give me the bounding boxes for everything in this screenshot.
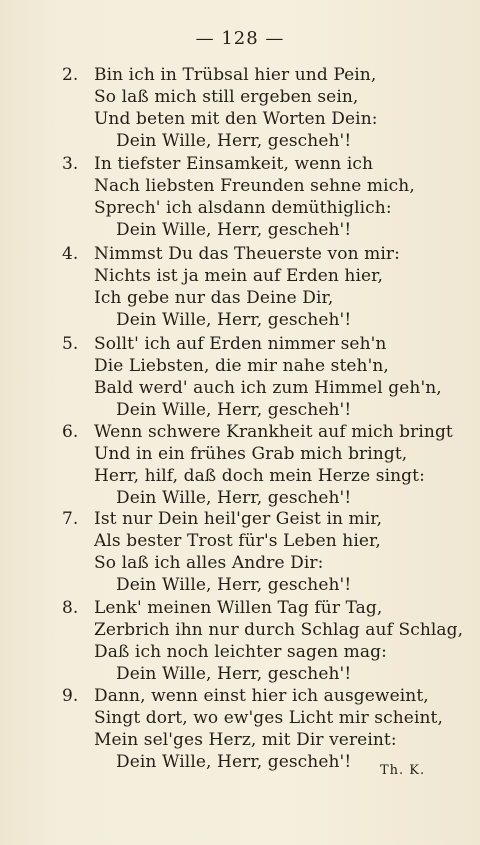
verse-line: In tiefster Einsamkeit, wenn ich (94, 154, 374, 174)
verse-line: Und beten mit den Worten Dein: (94, 109, 378, 129)
verse-7 (62, 508, 437, 596)
verse-line: Und in ein frühes Grab mich bringt, (94, 444, 408, 464)
verse-line: Nach liebsten Freunden sehne mich, (94, 176, 415, 196)
verse-refrain: Dein Wille, Herr, gescheh'! (116, 400, 352, 420)
verse-refrain: Dein Wille, Herr, gescheh'! (116, 575, 352, 595)
verse-3 (62, 153, 437, 241)
verse-number: 3. (62, 154, 79, 174)
verse-refrain: Dein Wille, Herr, gescheh'! (116, 220, 352, 240)
verse-line: Wenn schwere Krankheit auf mich bringt (94, 422, 453, 442)
verse-line: Nichts ist ja mein auf Erden hier, (94, 266, 384, 286)
verse-8 (62, 597, 464, 685)
verse-line: Bald werd' auch ich zum Himmel geh'n, (94, 378, 442, 398)
verse-line: Als bester Trost für's Leben hier, (94, 531, 381, 551)
verse-line: So laß ich alles Andre Dir: (94, 553, 324, 573)
verse-number: 9. (62, 686, 79, 706)
verse-line: Herr, hilf, daß doch mein Herze singt: (94, 466, 425, 486)
verse-line: Ich gebe nur das Deine Dir, (94, 288, 334, 308)
verse-number: 8. (62, 598, 79, 618)
verse-line: Mein sel'ges Herz, mit Dir vereint: (94, 730, 397, 750)
verse-refrain: Dein Wille, Herr, gescheh'! (116, 310, 352, 330)
verse-number: 4. (62, 244, 79, 264)
verse-refrain: Dein Wille, Herr, gescheh'! (116, 488, 352, 508)
verse-6 (62, 421, 453, 509)
verse-line: Singt dort, wo ew'ges Licht mir scheint, (94, 708, 443, 728)
verse-line: Dann, wenn einst hier ich ausgeweint, (94, 686, 429, 706)
verse-number: 6. (62, 422, 79, 442)
verse-line: Ist nur Dein heil'ger Geist in mir, (94, 509, 383, 529)
verse-refrain: Dein Wille, Herr, gescheh'! (116, 131, 352, 151)
verse-number: 2. (62, 65, 79, 85)
verse-2 (62, 64, 437, 152)
verse-line: Sollt' ich auf Erden nimmer seh'n (94, 334, 387, 354)
verse-line: Lenk' meinen Willen Tag für Tag, (94, 598, 383, 618)
verse-number: 5. (62, 334, 79, 354)
verse-line: Zerbrich ihn nur durch Schlag auf Schlag, (94, 620, 464, 640)
verse-line: Bin ich in Trübsal hier und Pein, (94, 65, 377, 85)
verse-refrain: Dein Wille, Herr, gescheh'! (116, 752, 352, 772)
verse-5 (62, 333, 442, 421)
verse-refrain: Dein Wille, Herr, gescheh'! (116, 664, 352, 684)
verse-9 (62, 685, 443, 773)
verse-line: Sprech' ich alsdann demüthiglich: (94, 198, 392, 218)
verse-line: Die Liebsten, die mir nahe steh'n, (94, 356, 389, 376)
verse-4 (62, 243, 437, 331)
verse-number: 7. (62, 509, 79, 529)
author-initials: Th. K. (380, 763, 426, 778)
verse-line: Daß ich noch leichter sagen mag: (94, 642, 387, 662)
verse-line: Nimmst Du das Theuerste von mir: (94, 244, 400, 264)
page-number: — 128 — (195, 28, 285, 49)
verse-line: So laß mich still ergeben sein, (94, 87, 359, 107)
